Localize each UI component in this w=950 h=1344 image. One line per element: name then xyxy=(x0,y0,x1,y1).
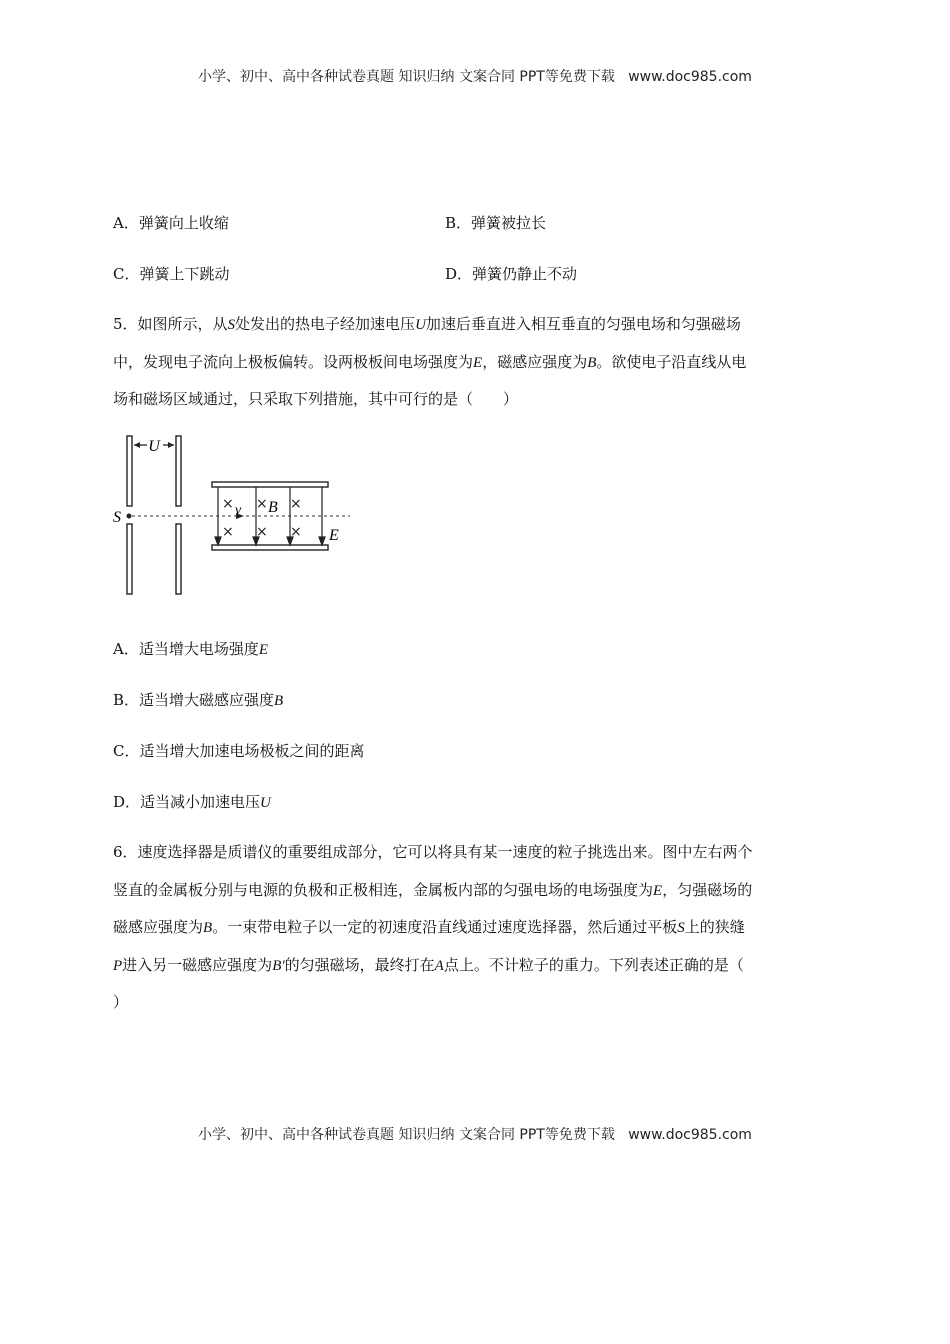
b-cross-6: × xyxy=(290,524,302,540)
q5-option-d: D．适当减小加速电压U xyxy=(113,793,271,811)
b-cross-1: × xyxy=(222,496,234,512)
q6-stem xyxy=(113,834,833,1022)
q4-option-d: D．弹簧仍静止不动 xyxy=(445,265,578,283)
left-plate-top xyxy=(127,436,132,506)
page-footer xyxy=(0,1124,950,1144)
source-point xyxy=(127,514,132,519)
footer-url: www.doc985.com xyxy=(628,1127,752,1143)
q6-line-2: 竖直的金属板分别与电源的负极和正极相连，金属板内部的匀强电场的电场强度为E，匀强磁场的 xyxy=(113,880,753,899)
page-header xyxy=(0,66,950,86)
b-cross-3: × xyxy=(290,496,302,512)
q5-line-3: 场和磁场区域通过，只采取下列措施，其中可行的是（ ） xyxy=(113,390,519,408)
label-u: U xyxy=(148,438,160,455)
label-b: B xyxy=(268,499,278,516)
q6-line-5: ） xyxy=(113,993,129,1011)
label-s: S xyxy=(113,509,121,526)
velocity-selector-diagram xyxy=(110,432,360,602)
q5-option-c: C．适当增大加速电场极板之间的距离 xyxy=(113,742,365,760)
header-url: www.doc985.com xyxy=(628,69,752,85)
q4-option-c: C．弹簧上下跳动 xyxy=(113,265,230,283)
q4-option-a: A．弹簧向上收缩 xyxy=(113,214,229,232)
upper-plate xyxy=(212,482,328,487)
b-cross-2: × xyxy=(256,496,268,512)
q4-option-b: B．弹簧被拉长 xyxy=(445,214,547,232)
q6-line-1: 6．速度选择器是质谱仪的重要组成部分，它可以将具有某一速度的粒子挑选出来。图中左右两个 xyxy=(113,843,753,861)
q5-line-2: 中，发现电子流向上极板偏转。设两极板间电场强度为E，磁感应强度为B。欲使电子沿直线从电 xyxy=(113,352,747,371)
q5-option-b: B．适当增大磁感应强度B xyxy=(113,691,284,709)
q6-line-3: 磁感应强度为B。一束带电粒子以一定的初速度沿直线通过速度选择器，然后通过平板S上的狭缝 xyxy=(113,918,745,936)
footer-text: 小学、初中、高中各种试卷真题 知识归纳 文案合同 PPT等免费下载 xyxy=(198,1127,615,1143)
header-text: 小学、初中、高中各种试卷真题 知识归纳 文案合同 PPT等免费下载 xyxy=(198,69,615,85)
b-cross-4: × xyxy=(222,524,234,540)
left-plate-bottom xyxy=(127,524,132,594)
q5-stem xyxy=(113,306,833,419)
lower-plate xyxy=(212,545,328,550)
right-plate-top xyxy=(176,436,181,506)
q6-line-4: P进入另一磁感应强度为B′的匀强磁场，最终打在A点上。不计粒子的重力。下列表述正确的是（ xyxy=(113,955,744,974)
b-cross-5: × xyxy=(256,524,268,540)
q5-option-a: A．适当增大电场强度E xyxy=(113,640,269,658)
right-plate-bottom xyxy=(176,524,181,594)
label-v: v xyxy=(235,503,242,518)
label-e: E xyxy=(329,527,339,544)
q5-line-1: 5．如图所示，从S处发出的热电子经加速电压U加速后垂直进入相互垂直的匀强电场和匀强磁场 xyxy=(113,315,741,333)
